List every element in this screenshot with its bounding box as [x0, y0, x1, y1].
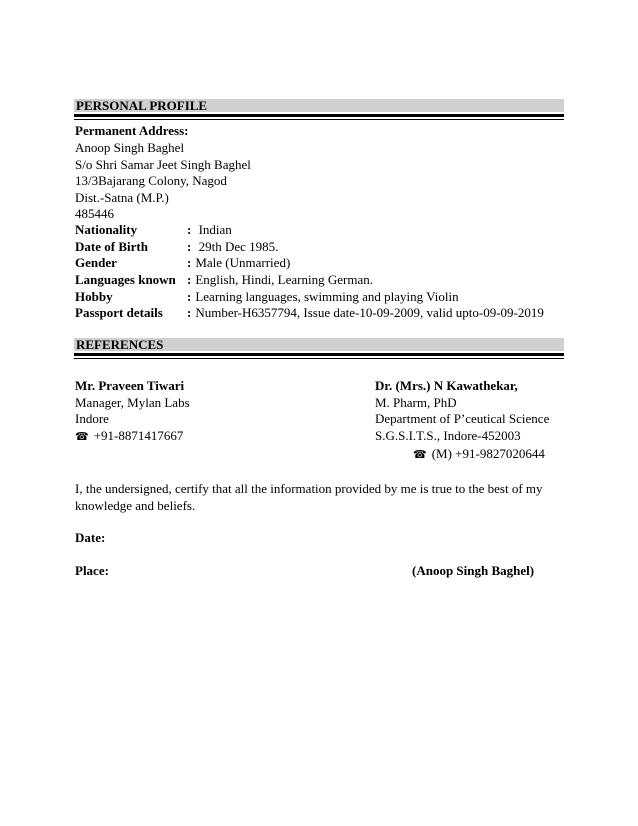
address-line: 485446 [75, 206, 114, 221]
address-label: Permanent Address: [75, 123, 189, 138]
reference-left-line: Indore [75, 411, 109, 426]
field-label-date-of-birth: Date of Birth [75, 239, 148, 254]
reference-left-name: Mr. Praveen Tiwari [75, 378, 185, 393]
address-line: 13/3Bajarang Colony, Nagod [75, 173, 227, 188]
section-heading-references: REFERENCES [74, 338, 564, 351]
reference-right-line: Department of P’ceutical Science [375, 411, 550, 426]
reference-right-line: S.G.S.I.T.S., Indore-452003 [375, 428, 521, 443]
date-label: Date: [75, 530, 106, 545]
divider [74, 119, 564, 120]
field-value-passport [187, 305, 544, 321]
field-label-hobby: Hobby [75, 289, 113, 304]
address-line: Anoop Singh Baghel [75, 140, 185, 155]
divider [74, 353, 564, 356]
colon: : [187, 272, 192, 287]
colon: : [187, 305, 192, 320]
phone-number: +91-8871417667 [93, 428, 184, 443]
field-value-gender [187, 255, 290, 271]
address-line: S/o Shri Samar Jeet Singh Baghel [75, 157, 251, 172]
colon: : [187, 222, 192, 237]
colon: : [187, 239, 192, 254]
section-heading-personal-profile: PERSONAL PROFILE [74, 99, 564, 112]
value-text: Male (Unmarried) [195, 255, 291, 270]
divider [74, 358, 564, 359]
colon: : [187, 289, 192, 304]
place-label: Place: [75, 563, 109, 578]
field-value-hobby [187, 289, 459, 305]
telephone-icon: ☎ [75, 430, 89, 443]
value-text: 29th Dec 1985. [195, 239, 279, 254]
declaration-text: I, the undersigned, certify that all the information provided by me is true to the best of my knowledge and beliefs. [75, 481, 543, 513]
telephone-icon: ☎ [413, 448, 427, 461]
field-value-date-of-birth [187, 239, 278, 255]
field-label-nationality: Nationality [75, 222, 138, 237]
field-value-nationality [187, 222, 232, 238]
reference-right-line: M. Pharm, PhD [375, 395, 457, 410]
field-label-gender: Gender [75, 255, 117, 270]
value-text: English, Hindi, Learning German. [195, 272, 373, 287]
field-label-languages: Languages known [75, 272, 176, 287]
reference-left-line: Manager, Mylan Labs [75, 395, 190, 410]
reference-right-name: Dr. (Mrs.) N Kawathekar, [375, 378, 518, 393]
address-line: Dist.-Satna (M.P.) [75, 190, 169, 205]
value-text: Indian [195, 222, 232, 237]
field-value-languages [187, 272, 373, 288]
value-text: Learning languages, swimming and playing Violin [195, 289, 459, 304]
reference-left-phone [75, 428, 183, 445]
phone-number: (M) +91-9827020644 [431, 446, 545, 461]
divider [74, 114, 564, 117]
colon: : [187, 255, 192, 270]
value-text: Number-H6357794, Issue date-10-09-2009, valid upto-09-09-2019 [195, 305, 544, 320]
field-label-passport: Passport details [75, 305, 163, 320]
reference-right-phone [413, 446, 545, 463]
signature-name: (Anoop Singh Baghel) [412, 563, 535, 578]
